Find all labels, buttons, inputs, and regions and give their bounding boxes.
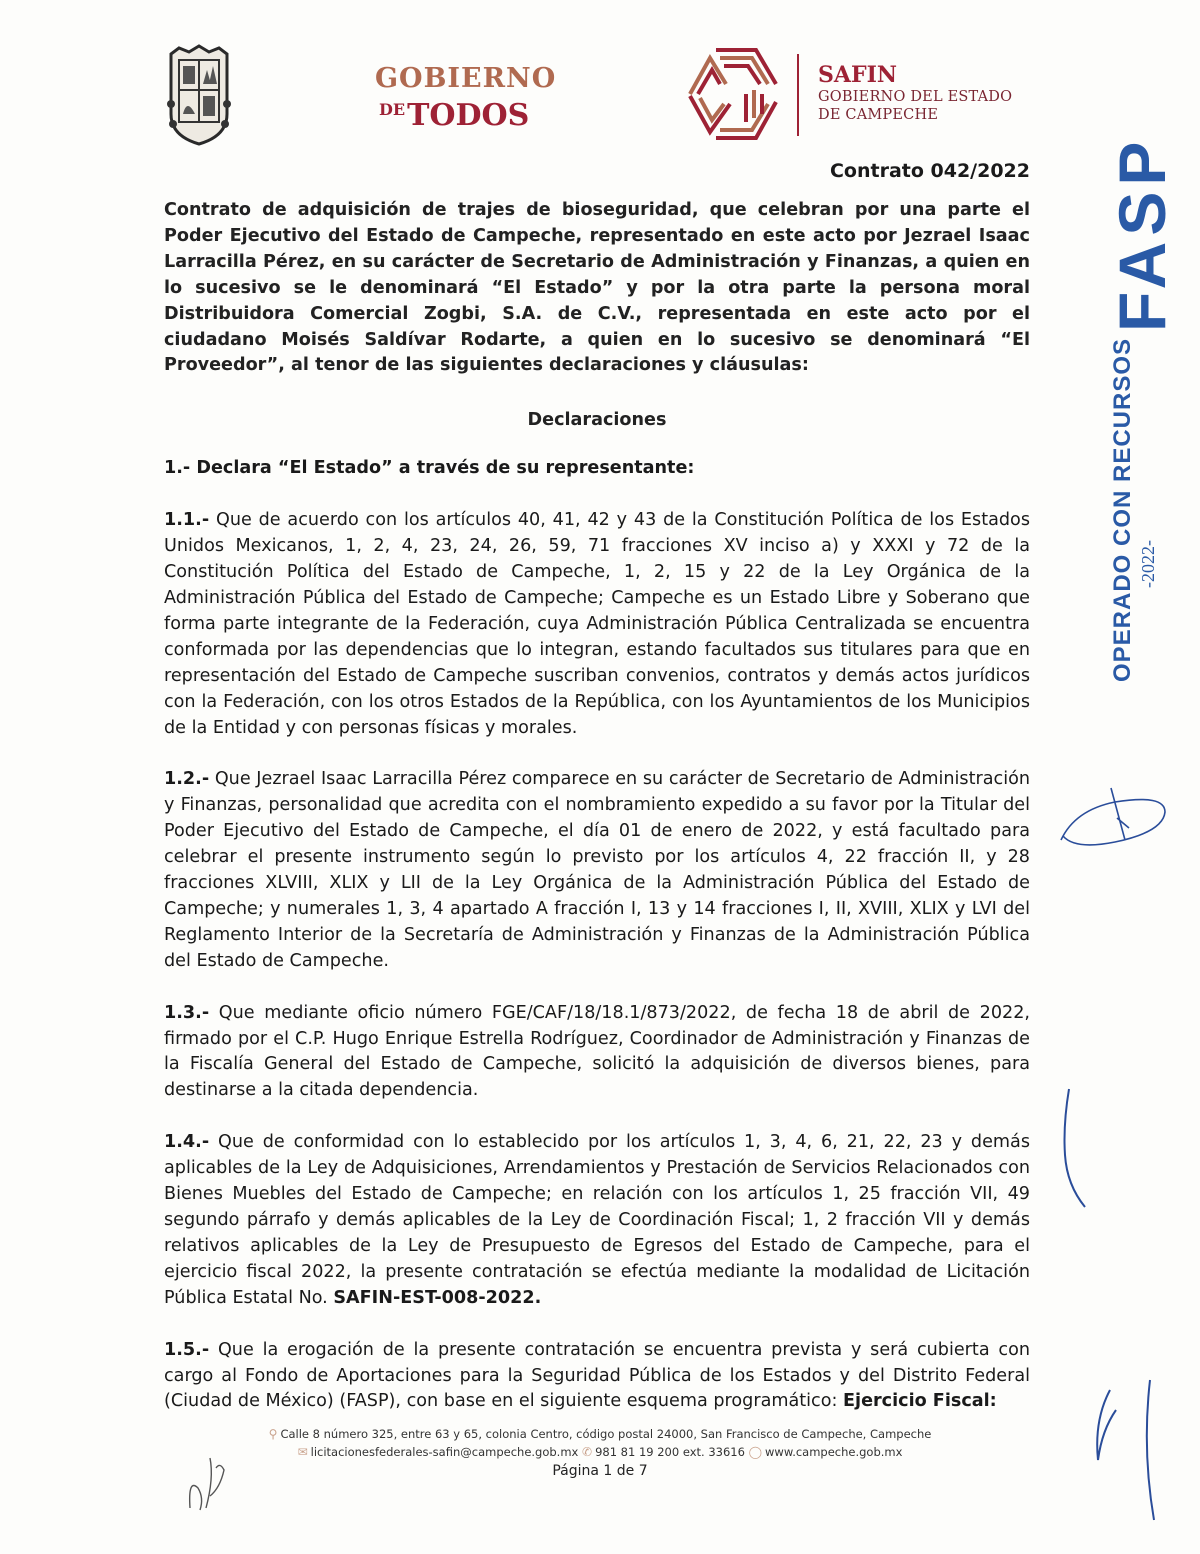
- signature-initial-3: [1080, 1370, 1170, 1530]
- safin-logo-text: [818, 62, 1012, 124]
- gobierno-text: GOBIERNO: [375, 63, 557, 94]
- signature-initial-1: [1055, 770, 1175, 860]
- footer-phone: 981 81 19 200 ext. 33616: [595, 1445, 745, 1459]
- contract-number: Contrato 042/2022: [829, 160, 1030, 182]
- clause-1-5: 1.5.- Que la erogación de la presente contratación se encuentra prevista y será cubierta con cargo al Fondo de Aportaciones para la Seguridad Pública de los Estados y del Distrito Federal (Ciudad de México) (FASP), con base en el siguiente esquema programático: Ejercicio Fiscal:: [164, 1339, 1030, 1412]
- location-pin-icon: ⚲: [268, 1427, 278, 1441]
- footer-contact-line: [150, 1443, 1050, 1461]
- safin-logo-icon: [686, 44, 780, 144]
- gobierno-de-todos-logo: [375, 64, 556, 132]
- section-title: Declaraciones: [527, 410, 667, 431]
- de-todos-text: $^{DE}$TODOS: [379, 98, 530, 133]
- operado-text: OPERADO CON RECURSOS: [1109, 337, 1136, 682]
- clause-1-3: 1.3.- Que mediante oficio número FGE/CAF/18/18.1/873/2022, de fecha 18 de abril de 2022, firmado por el C.P. Hugo Enrique Estrella Rodríguez, Coordinador de Administración y Finanzas de la Fiscalía General del Estado de Campeche, solicitó la adquisición de diversos bienes, para destinarse a la citada dependencia.: [164, 1002, 1030, 1101]
- signature-initial-2: [1055, 1085, 1095, 1215]
- declaration-heading: 1.- Declara “El Estado” a través de su representante:: [164, 458, 695, 479]
- envelope-icon: ✉: [297, 1445, 308, 1459]
- clause-1-1: 1.1.- Que de acuerdo con los artículos 40, 41, 42 y 43 de la Constitución Política de los Estados Unidos Mexicanos, 1, 2, 4, 23, 24, 26, 59, 71 fracciones XV inciso a) y XXXI y 72 de la Constitución Política del Estado de Campeche, 1, 2, 15 y 22 de la Ley Orgánica de la Administración Pública del Estado de Campeche; Campeche es un Estado Libre y Soberano que forma parte integrante de la Federación, cuya Administración Pública Centralizada se encuentra conformada por las dependencias que lo integran, estando facultados sus titulares para que en representación del Estado de Campeche suscriban convenios, contratos y demás actos jurídicos con la Federación, con los otros Estados de la República, con los Ayuntamientos de los Municipios de la Entidad y con personas físicas y morales.: [164, 510, 1030, 738]
- document-body: [164, 198, 1030, 1415]
- page-footer: [150, 1425, 1050, 1480]
- safin-subtitle-1: GOBIERNO DEL ESTADO: [818, 89, 1013, 105]
- contract-intro: Contrato de adquisición de trajes de bioseguridad, que celebran por una parte el Poder Ejecutivo del Estado de Campeche, representado en este acto por Jezrael Isaac Larracilla Pérez, en su carácter de Secretario de Administración y Finanzas, a quien en lo sucesivo se le denominará “El Estado” y por la otra parte la persona moral Distribuidora Comercial Zogbi, S.A. de C.V., representada en este acto por el ciudadano Moisés Saldívar Rodarte, a quien en lo sucesivo se denominará “El Proveedor”, al tenor de las siguientes declaraciones y cláusulas:: [164, 200, 1030, 376]
- footer-email[interactable]: licitacionesfederales-safin@campeche.gob.mx: [310, 1445, 579, 1459]
- fasp-stamp: [1040, 40, 1200, 760]
- clause-1-2: 1.2.- Que Jezrael Isaac Larracilla Pérez comparece en su carácter de Secretario de Administración y Finanzas, personalidad que acredita con el nombramiento expedido a su favor por la Titular del Poder Ejecutivo del Estado de Campeche, el día 01 de enero de 2022, y está facultado para celebrar el presente instrumento según lo previsto por los artículos 4, 22 fracción II, y 28 fracciones XLVIII, XLIX y LII de la Ley Orgánica de la Administración Pública del Estado de Campeche; y numerales 1, 3, 4 apartado A fracción I, 13 y 14 fracciones I, II, XVIII, XLIX y LVI del Reglamento Interior de la Secretaría de Administración y Finanzas de la Administración Pública del Estado de Campeche.: [164, 769, 1030, 971]
- safin-divider: [797, 54, 799, 136]
- stamp-year: -2022-: [1138, 540, 1158, 588]
- clause-1-4: 1.4.- Que de conformidad con lo establecido por los artículos 1, 3, 4, 6, 21, 22, 23 y demás aplicables de la Ley de Adquisiciones, Arrendamientos y Prestación de Servicios Relacionados con Bienes Muebles del Estado de Campeche; en relación con los artículos 1, 25 fracción VII, 49 segundo párrafo y demás aplicables de la Ley de Coordinación Fiscal; 1, 2 fracción VII y demás relativos aplicables de la Ley de Presupuesto de Egresos del Estado de Campeche, para el ejercicio fiscal 2022, la presente contratación se efectúa mediante la modalidad de Licitación Pública Estatal No. SAFIN-EST-008-2022.: [164, 1132, 1030, 1308]
- campeche-coat-of-arms-icon: [163, 44, 235, 148]
- globe-icon: ◯: [748, 1445, 763, 1459]
- footer-web[interactable]: www.campeche.gob.mx: [765, 1445, 903, 1459]
- phone-icon: ✆: [582, 1445, 593, 1459]
- fasp-text: FASP: [1105, 135, 1179, 332]
- page-number: Página 1 de 7: [552, 1463, 648, 1479]
- safin-title: SAFIN: [818, 62, 897, 88]
- safin-subtitle-2: DE CAMPECHE: [818, 107, 939, 123]
- footer-address-line: ⚲ Calle 8 número 325, entre 63 y 65, colonia Centro, código postal 24000, San Francisco de Campeche, Campeche: [268, 1427, 932, 1441]
